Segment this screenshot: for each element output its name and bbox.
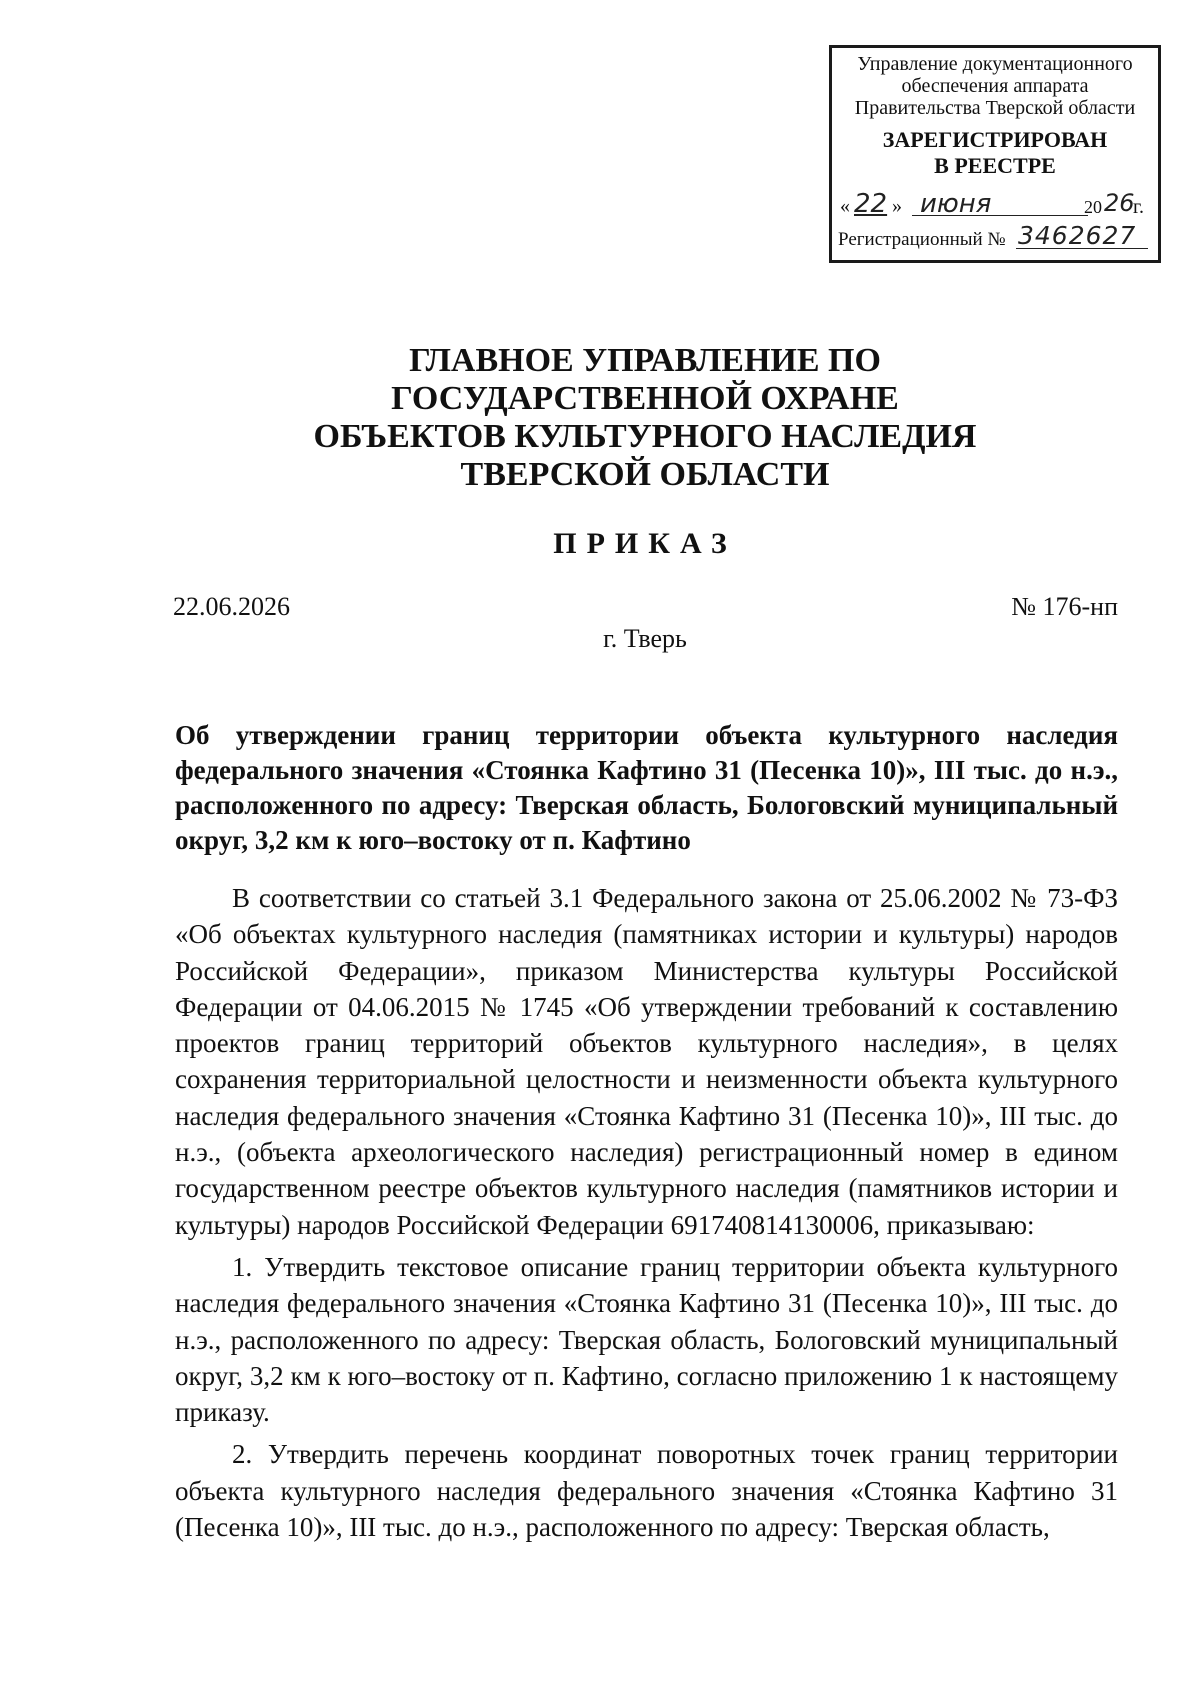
stamp-number-underline <box>1016 248 1148 249</box>
document-title: ПРИКАЗ <box>553 527 737 560</box>
stamp-date-year-suffix: 26 <box>1104 189 1135 217</box>
issuing-authority <box>0 342 1200 494</box>
document-number: № 176-нп <box>1011 592 1118 621</box>
document-body <box>175 880 1118 1545</box>
issuing-authority-line-1: ГЛАВНОЕ УПРАВЛЕНИЕ ПО <box>409 342 881 379</box>
document-city: г. Тверь <box>603 624 687 653</box>
issuing-authority-line-3: ОБЪЕКТОВ КУЛЬТУРНОГО НАСЛЕДИЯ <box>313 418 977 455</box>
stamp-number-value: 3462627 <box>1018 221 1137 250</box>
stamp-date-year-end: г. <box>1133 196 1144 218</box>
document-date: 22.06.2026 <box>173 592 290 621</box>
preamble-paragraph: В соответствии со статьей 3.1 Федерального закона от 25.06.2002 № 73-ФЗ «Об объектах культурного наследия (памятниках истории и культуры) народов Российской Федерации», приказом Министерства культуры Российской Федерации от 04.06.2015 № 1745 «Об утверждении требований к составлению проектов границ территорий объектов культурного наследия», в целях сохранения территориальной целостности и неизменности объекта культурного наследия федерального значения «Стоянка Кафтино 31 (Песенка 10)», III тыс. до н.э., (объекта археологического наследия) регистрационный номер в едином государственном реестре объектов культурного наследия (памятников истории и культуры) народов Российской Федерации 691740814130006, приказываю: <box>175 883 1118 1240</box>
stamp-org-line-1: Управление документационного <box>857 53 1133 75</box>
document-subject: Об утверждении границ территории объекта культурного наследия федерального значения «Стоянка Кафтино 31 (Песенка 10)», III тыс. до н.э., расположенного по адресу: Тверская область, Бологовский муниципальный округ, 3,2 км к юго–востоку от п. Кафтино <box>175 720 1118 855</box>
issuing-authority-line-2: ГОСУДАРСТВЕННОЙ ОХРАНЕ <box>391 380 899 417</box>
stamp-date-day: 22 <box>854 189 888 219</box>
issuing-authority-line-4: ТВЕРСКОЙ ОБЛАСТИ <box>460 456 830 493</box>
stamp-date-month: июня <box>920 189 992 219</box>
stamp-number-label: Регистрационный № <box>838 229 1006 250</box>
stamp-date-underline <box>912 215 1088 216</box>
order-item-2: 2. Утвердить перечень координат поворотных точек границ территории объекта культурного наследия федерального значения «Стоянка Кафтино 31 (Песенка 10)», III тыс. до н.э., расположенного по адресу: Тверская область, <box>175 1439 1118 1543</box>
stamp-number-line <box>838 223 1152 253</box>
stamp-org-line-2: обеспечения аппарата <box>901 75 1089 97</box>
stamp-org-line-3: Правительства Тверской области <box>854 97 1136 119</box>
stamp-registered-line-1: ЗАРЕГИСТРИРОВАН <box>882 127 1108 152</box>
order-item-1: 1. Утвердить текстовое описание границ территории объекта культурного наследия федерального значения «Стоянка Кафтино 31 (Песенка 10)», III тыс. до н.э., расположенного по адресу: Тверская область, Бологовский муниципальный округ, 3,2 км к юго–востоку от п. Кафтино, согласно приложению 1 к настоящему приказу. <box>175 1251 1118 1428</box>
stamp-date-year-prefix: 20 <box>1084 197 1102 217</box>
stamp-date-open-quote: « <box>840 195 850 217</box>
registration-stamp <box>829 45 1161 263</box>
stamp-registered-line-2: В РЕЕСТРЕ <box>934 153 1056 178</box>
stamp-date-line <box>838 189 1152 221</box>
stamp-date-close-quote: » <box>892 195 902 217</box>
